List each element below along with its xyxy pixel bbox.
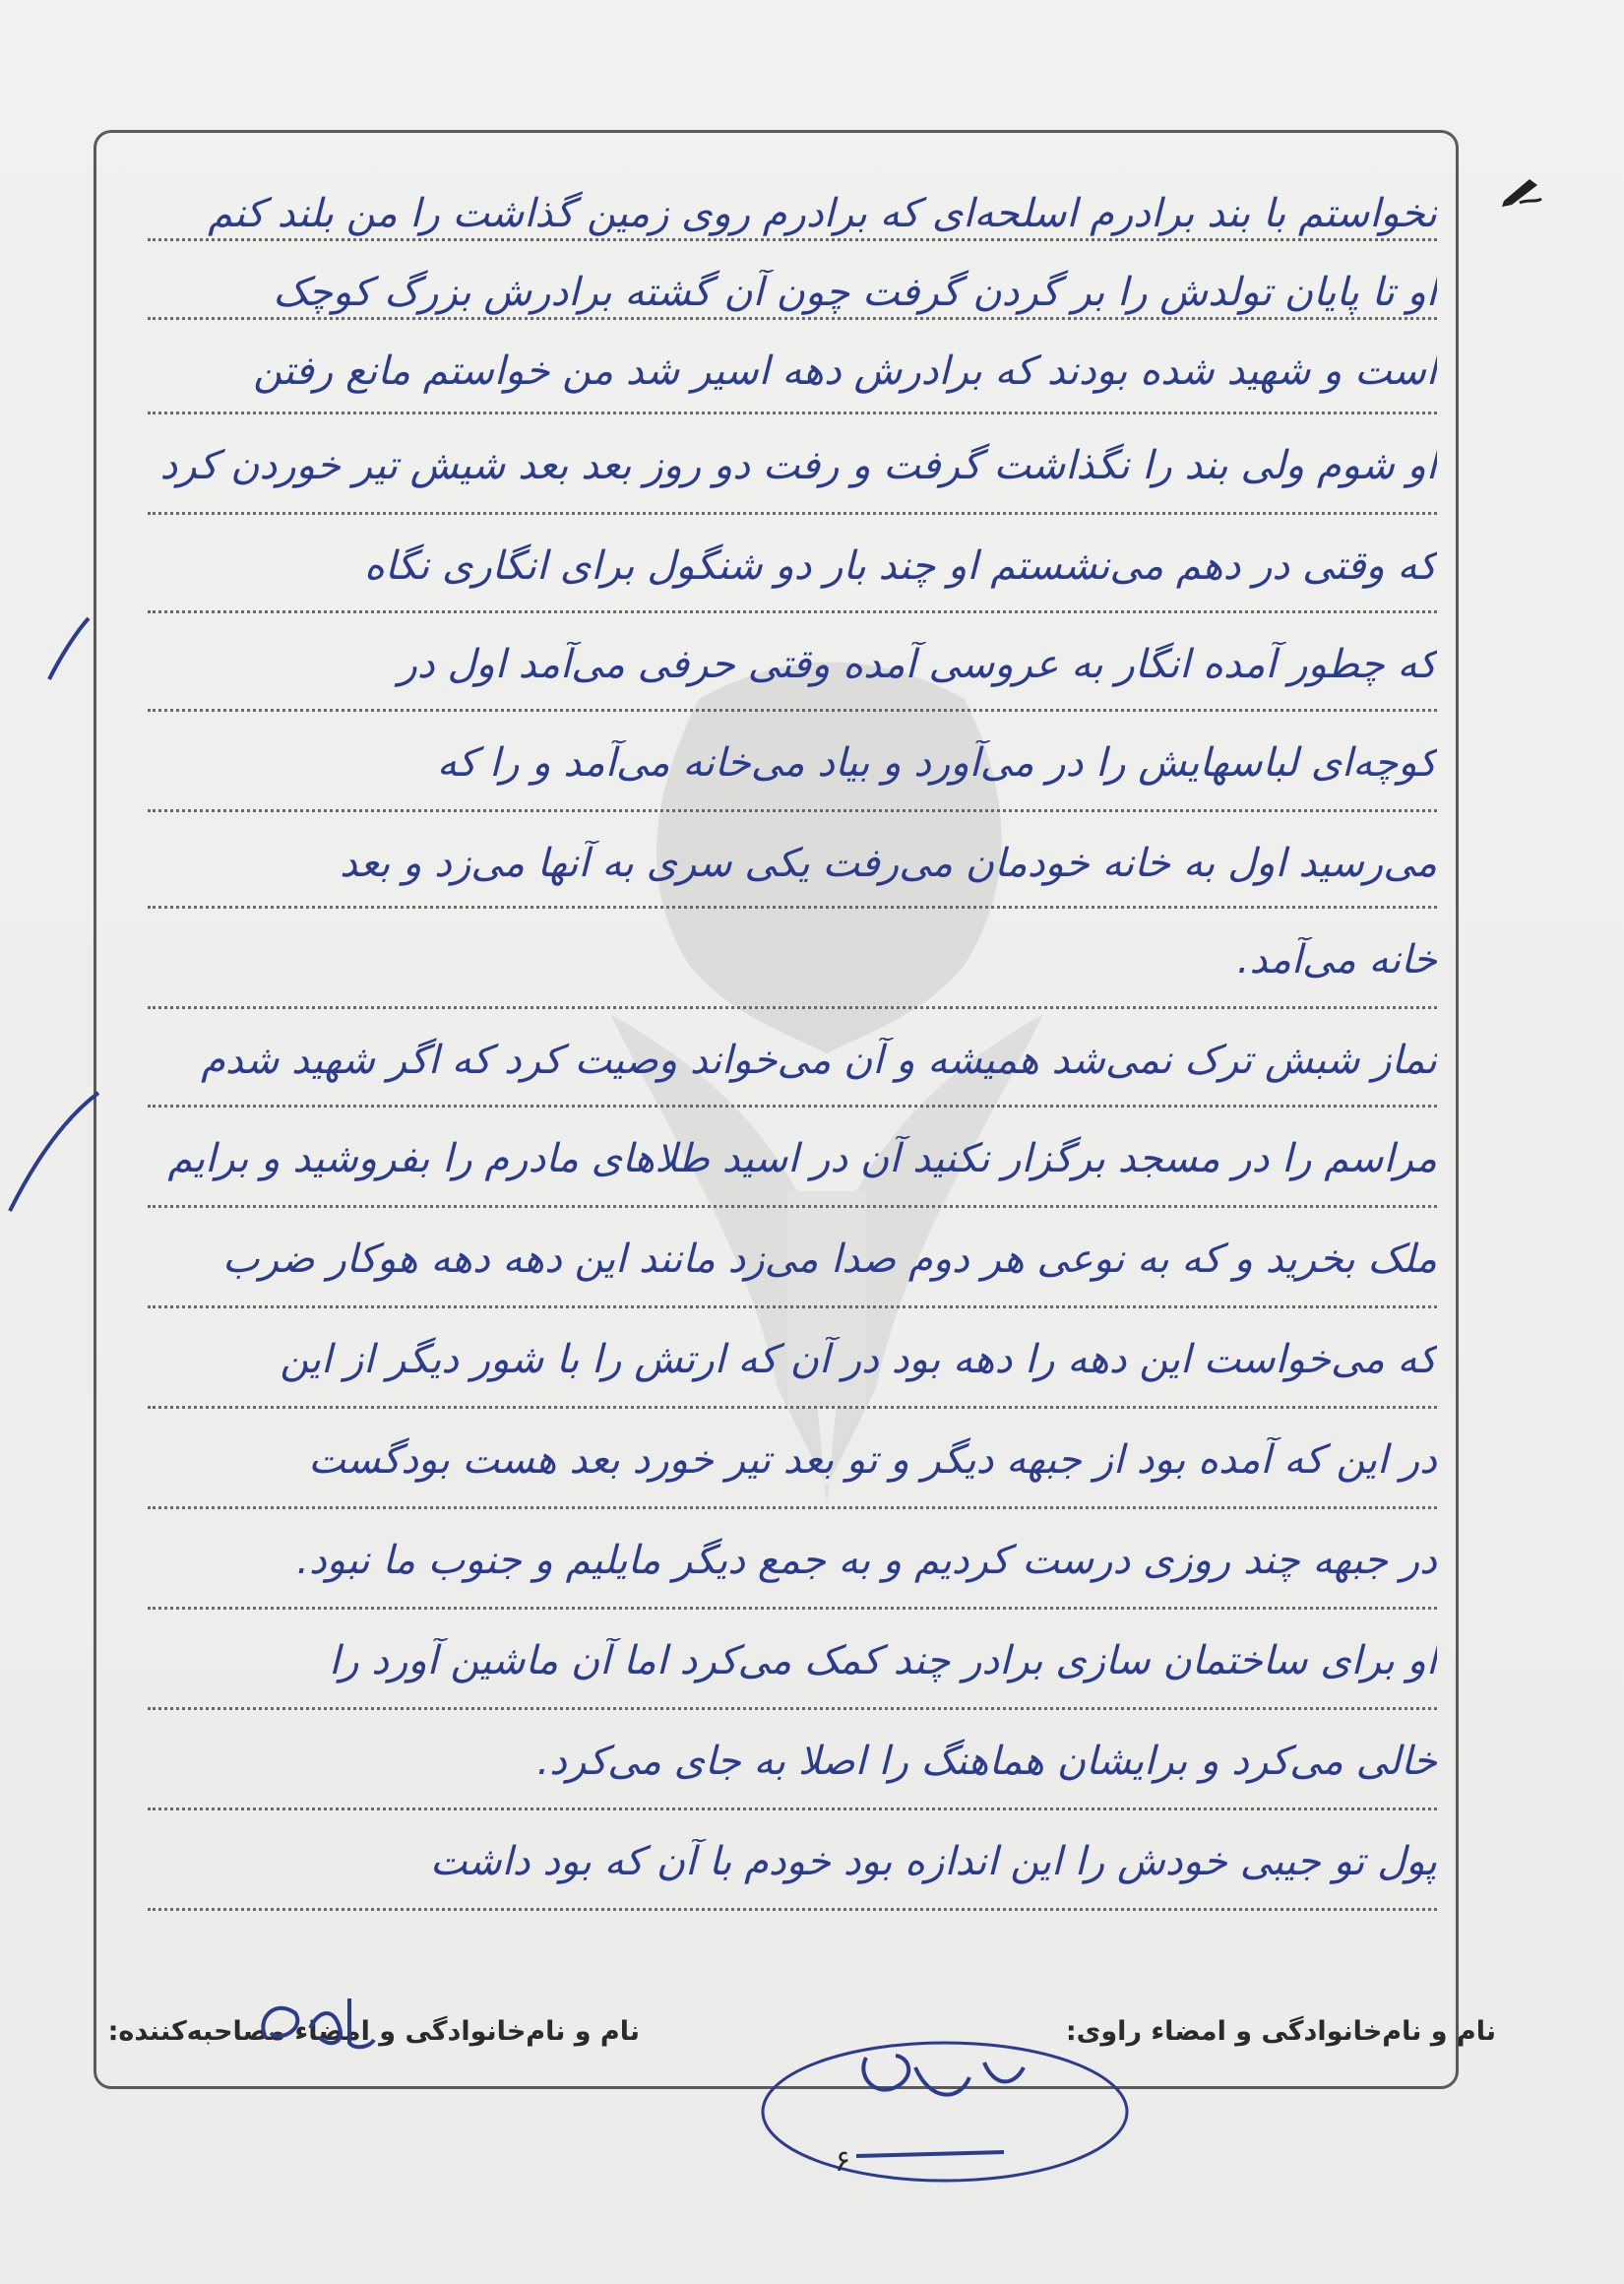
ruled-line: [148, 906, 1437, 909]
ruled-line: [148, 512, 1437, 515]
handwritten-line: ملک بخرید و که به نوعی هر دوم صدا می‌زد مانند این دهه دهه هوکار ضرب: [222, 1237, 1437, 1282]
page-number: ۶: [835, 2144, 851, 2179]
handwritten-line: که وقتی در دهم می‌نشستم او چند بار دو شنگول برای انگاری نگاه: [363, 543, 1437, 589]
ruled-line: [148, 238, 1437, 241]
interviewer-signature: [748, 2018, 1142, 2186]
handwritten-line: پول تو جیبی خودش را این اندازه بود خودم با آن که بود داشت: [429, 1839, 1437, 1884]
interviewer-signature-label: نام و نام‌خانوادگی و امضاء مصاحبه‌کننده:: [107, 2016, 640, 2047]
handwritten-line: او شوم ولی بند را نگذاشت گرفت و رفت دو روز بعد بعد شیش تیر خوردن کرد: [159, 443, 1437, 488]
handwritten-line: او تا پایان تولدش را بر گردن گرفت چون آن گشته برادرش بزرگ کوچک: [273, 270, 1437, 315]
handwritten-line: خانه می‌آمد.: [1236, 937, 1437, 983]
content-frame: [94, 130, 1459, 2089]
narrator-signature-label: نام و نام‌خانوادگی و امضاء راوی:: [1065, 2016, 1496, 2047]
ruled-line: [148, 1707, 1437, 1710]
handwritten-line: در جبهه چند روزی درست کردیم و به جمع دیگر مایلیم و جنوب ما نبود.: [296, 1538, 1437, 1583]
pen-writing-icon: [1500, 173, 1543, 207]
ruled-line: [148, 809, 1437, 812]
narrator-signature: [251, 1989, 379, 2058]
ruled-line: [148, 1205, 1437, 1208]
ruled-line: [148, 1105, 1437, 1108]
handwritten-line: نخواستم با بند برادرم اسلحه‌ای که برادرم روی زمین گذاشت را من بلند کنم: [208, 191, 1437, 236]
handwritten-line: مراسم را در مسجد برگزار نکنید آن در اسید طلاهای مادرم را بفروشید و برایم: [167, 1136, 1437, 1181]
ruled-line: [148, 1006, 1437, 1009]
handwritten-line: است و شهید شده بودند که برادرش دهه اسیر شد من خواستم مانع رفتن: [253, 349, 1437, 394]
handwritten-line: کوچه‌ای لباسهایش را در می‌آورد و بیاد می‌خانه می‌آمد و را که: [436, 740, 1437, 786]
handwritten-line: که چطور آمده انگار به عروسی آمده وقتی حرفی می‌آمد اول در: [398, 642, 1437, 687]
ruled-line: [148, 1808, 1437, 1810]
margin-mark: [39, 610, 98, 689]
ruled-line: [148, 1406, 1437, 1409]
ruled-line: [148, 1305, 1437, 1308]
margin-mark: [0, 1083, 108, 1231]
ruled-line: [148, 610, 1437, 613]
ruled-line: [148, 1908, 1437, 1911]
ruled-line: [148, 1607, 1437, 1610]
ruled-line: [148, 412, 1437, 414]
ruled-line: [148, 709, 1437, 712]
ruled-line: [148, 1506, 1437, 1509]
handwritten-line: که می‌خواست این دهه را دهه بود در آن که ارتش را با شور دیگر از این: [280, 1337, 1437, 1382]
handwritten-line: می‌رسید اول به خانه خودمان می‌رفت یکی سری به آنها می‌زد و بعد: [339, 841, 1437, 886]
handwritten-line: نماز شبش ترک نمی‌شد همیشه و آن می‌خواند وصیت کرد که اگر شهید شدم: [201, 1038, 1437, 1083]
handwritten-line: او برای ساختمان سازی برادر چند کمک می‌کرد اما آن ماشین آورد را: [329, 1638, 1437, 1683]
ruled-line: [148, 317, 1437, 320]
handwritten-line: خالی می‌کرد و برایشان هماهنگ را اصلا به جای می‌کرد.: [536, 1739, 1437, 1784]
handwritten-line: در این که آمده بود از جبهه دیگر و تو بعد تیر خورد بعد هست بودگست: [308, 1437, 1437, 1483]
